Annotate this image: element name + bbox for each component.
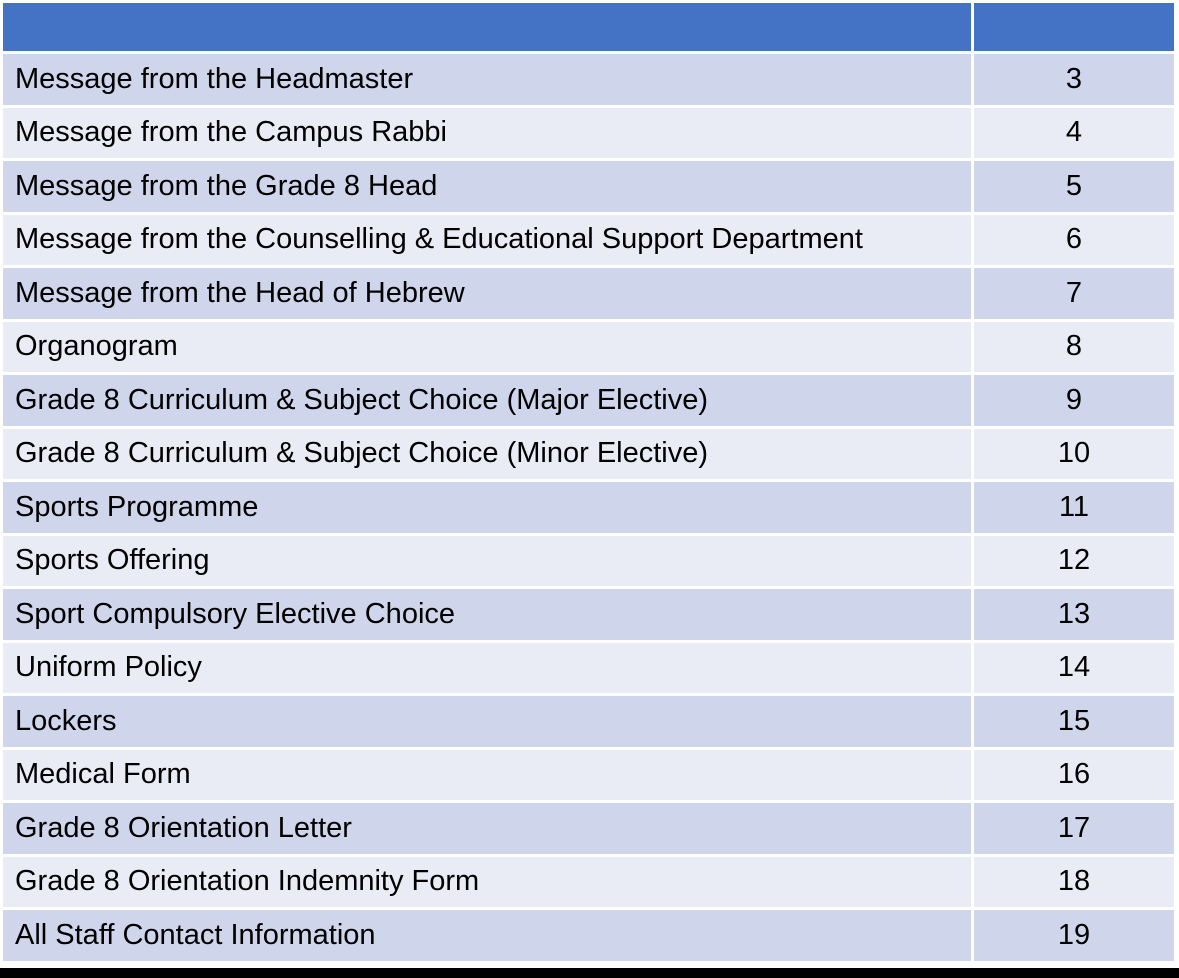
toc-page-number: 12	[974, 536, 1174, 587]
toc-row	[3, 375, 1174, 426]
toc-row	[3, 322, 1174, 373]
toc-entry-title: Grade 8 Orientation Letter	[3, 803, 971, 854]
toc-entry-title: Message from the Headmaster	[3, 54, 971, 105]
toc-row	[3, 536, 1174, 587]
toc-row	[3, 215, 1174, 266]
header-title-cell	[3, 3, 971, 51]
toc-entry-title: Sport Compulsory Elective Choice	[3, 589, 971, 640]
bottom-black-bar	[0, 968, 1179, 978]
toc-page-number: 13	[974, 589, 1174, 640]
toc-entry-title: Medical Form	[3, 750, 971, 801]
toc-page-number: 6	[974, 215, 1174, 266]
toc-page-number: 4	[974, 108, 1174, 159]
toc-page-number: 10	[974, 429, 1174, 480]
toc-entry-title: Message from the Head of Hebrew	[3, 268, 971, 319]
toc-entry-title: Grade 8 Curriculum & Subject Choice (Major Elective)	[3, 375, 971, 426]
toc-page-number: 5	[974, 161, 1174, 212]
header-page-cell	[974, 3, 1174, 51]
toc-entry-title: Sports Offering	[3, 536, 971, 587]
toc-row	[3, 643, 1174, 694]
toc-row	[3, 589, 1174, 640]
toc-page-number: 15	[974, 696, 1174, 747]
toc-page-number: 11	[974, 482, 1174, 533]
toc-page-number: 18	[974, 857, 1174, 908]
toc-entry-title: Message from the Campus Rabbi	[3, 108, 971, 159]
toc-row	[3, 429, 1174, 480]
toc-row	[3, 910, 1174, 961]
toc-entry-title: Sports Programme	[3, 482, 971, 533]
toc-entry-title: Message from the Counselling & Educational Support Department	[3, 215, 971, 266]
toc-row	[3, 161, 1174, 212]
toc-row	[3, 482, 1174, 533]
toc-page-number: 8	[974, 322, 1174, 373]
toc-entry-title: Message from the Grade 8 Head	[3, 161, 971, 212]
toc-entry-title: Uniform Policy	[3, 643, 971, 694]
toc-row	[3, 108, 1174, 159]
toc-row	[3, 54, 1174, 105]
toc-entry-title: Grade 8 Curriculum & Subject Choice (Minor Elective)	[3, 429, 971, 480]
toc-page-number: 14	[974, 643, 1174, 694]
toc-page-number: 17	[974, 803, 1174, 854]
header-row	[3, 3, 1174, 51]
toc-entry-title: Lockers	[3, 696, 971, 747]
toc-page-number: 16	[974, 750, 1174, 801]
toc-page-number: 3	[974, 54, 1174, 105]
toc-row	[3, 803, 1174, 854]
toc-page-number: 7	[974, 268, 1174, 319]
toc-page-number: 19	[974, 910, 1174, 961]
toc-page-number: 9	[974, 375, 1174, 426]
toc-row	[3, 750, 1174, 801]
toc-row	[3, 696, 1174, 747]
toc-entry-title: All Staff Contact Information	[3, 910, 971, 961]
toc-row	[3, 857, 1174, 908]
toc-entry-title: Organogram	[3, 322, 971, 373]
toc-entry-title: Grade 8 Orientation Indemnity Form	[3, 857, 971, 908]
toc-row	[3, 268, 1174, 319]
